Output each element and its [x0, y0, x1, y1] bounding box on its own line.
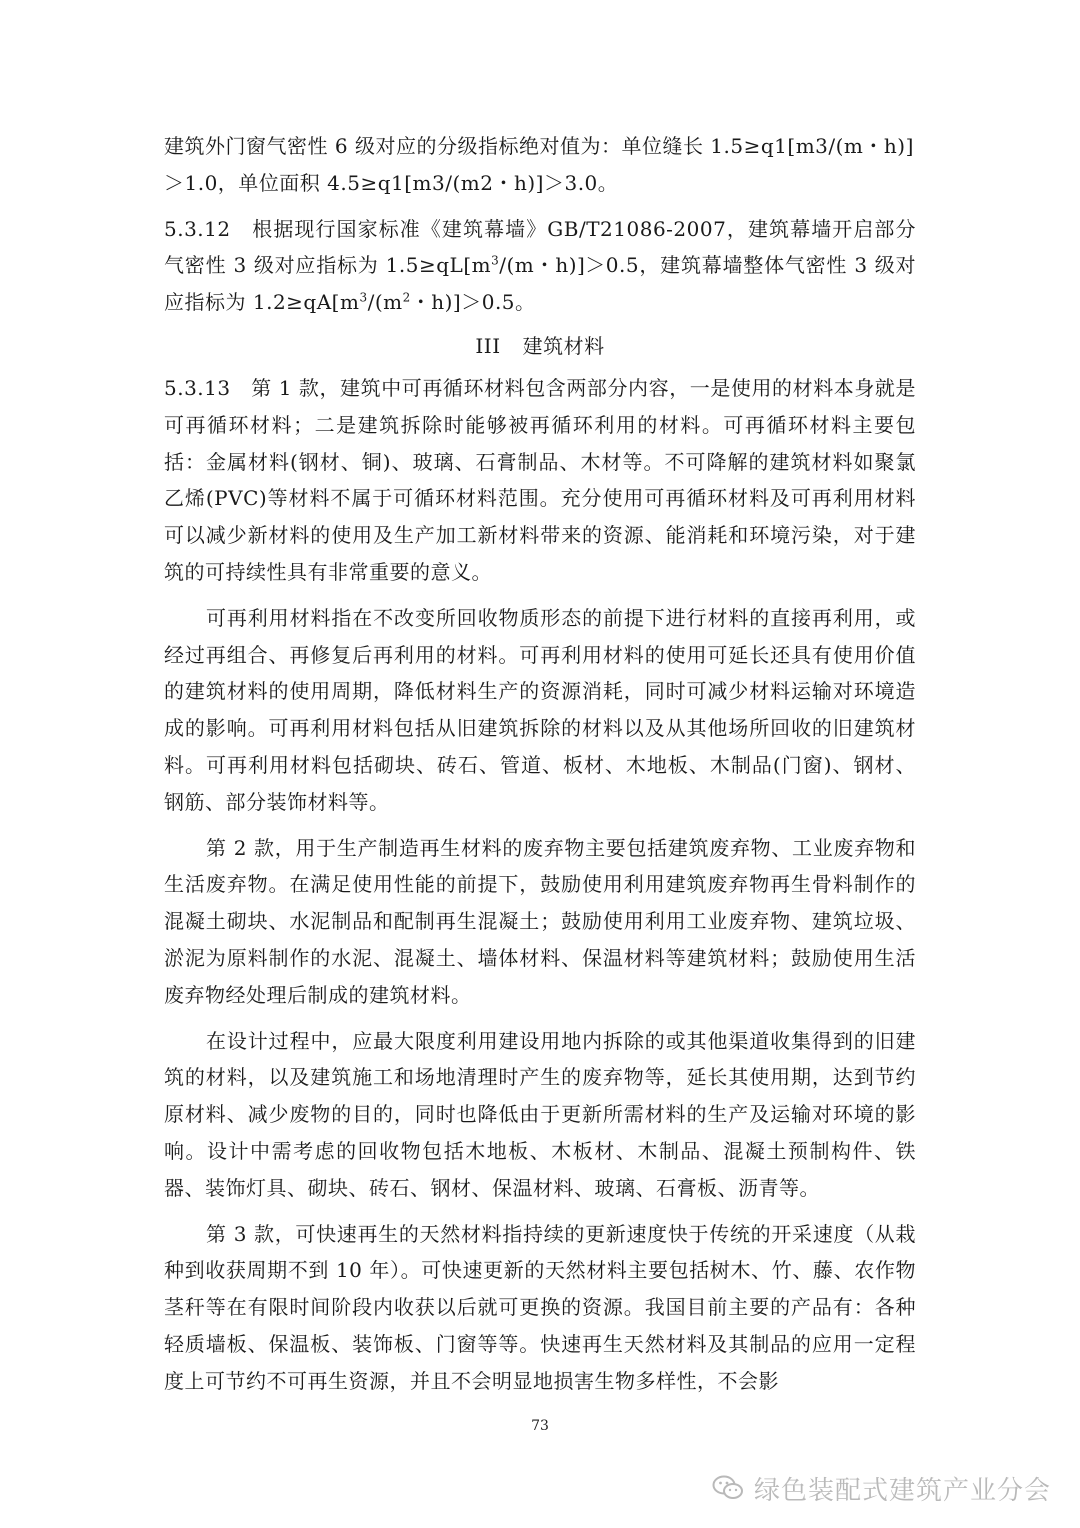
paragraph-window-airtightness: [164, 128, 916, 202]
line-2: ＞1.0，单位面积 4.5≥q1[m3/(m2・h)]＞3.0。: [164, 170, 619, 195]
paragraph-clause-2: 第 2 款，用于生产制造再生材料的废弃物主要包括建筑废弃物、工业废弃物和生活废弃物。在满足使用性能的前提下，鼓励使用利用建筑废弃物再生骨料制作的混凝土砌块、水泥制品和配制再生混凝土；鼓励使用利用工业废弃物、建筑垃圾、淤泥为原料制作的水泥、混凝土、墙体材料、保温材料等建筑材料；鼓励使用生活废弃物经处理后制成的建筑材料。: [164, 835, 916, 1007]
paragraph-5-3-12: 5.3.12 根据现行国家标准《建筑幕墙》GB/T21086-2007，建筑幕墙开启部分气密性 3 级对应指标为 $1.5\ge qL[m^3/(m$・h)]＞0.5，建筑幕墙整体气密性 3 级对应指标为 $1.2\ge qA[m^3/(m^2$・h)]＞0.5。: [164, 216, 916, 315]
paragraph-5-3-13: 5.3.13 第 1 款，建筑中可再循环材料包含两部分内容，一是使用的材料本身就是可再循环材料；二是建筑拆除时能够被再循环利用的材料。可再循环材料主要包括：金属材料(钢材、铜)、玻璃、石膏制品、木材等。不可降解的建筑材料如聚氯乙烯(PVC)等材料不属于可循环材料范围。充分使用可再循环材料及可再利用材料可以减少新材料的使用及生产加工新材料带来的资源、能消耗和环境污染，对于建筑的可持续性具有非常重要的意义。: [164, 376, 916, 584]
watermark-text: 绿色装配式建筑产业分会: [754, 1475, 1052, 1506]
section-number: III: [475, 334, 501, 358]
wechat-icon: [712, 1474, 744, 1502]
page-number: 73: [531, 1418, 549, 1434]
section-heading: [164, 328, 916, 364]
paragraph-design-process: 在设计过程中，应最大限度利用建设用地内拆除的或其他渠道收集得到的旧建筑的材料，以及建筑施工和场地清理时产生的废弃物等，延长其使用期，达到节约原材料、减少废物的目的，同时也降低由于更新所需材料的生产及运输对环境的影响。设计中需考虑的回收物包括木地板、木板材、木制品、混凝土预制构件、铁器、装饰灯具、砌块、砖石、钢材、保温材料、玻璃、石膏板、沥青等。: [164, 1028, 916, 1200]
paragraph-reusable-materials: 可再利用材料指在不改变所回收物质形态的前提下进行材料的直接再利用，或经过再组合、再修复后再利用的材料。可再利用材料的使用可延长还具有使用价值的建筑材料的使用周期，降低材料生产的资源消耗，同时可减少材料运输对环境造成的影响。可再利用材料包括从旧建筑拆除的材料以及从其他场所回收的旧建筑材料。可再利用材料包括砌块、砖石、管道、板材、木地板、木制品(门窗)、钢材、钢筋、部分装饰材料等。: [164, 605, 916, 814]
line-1: 建筑外门窗气密性 6 级对应的分级指标绝对值为：单位缝长 1.5≥q1[m3/(m・h)]: [164, 134, 914, 158]
body-text-top: [164, 128, 916, 321]
watermark: [712, 1468, 1051, 1508]
paragraph-clause-3: 第 3 款，可快速再生的天然材料指持续的更新速度快于传统的开采速度（从栽种到收获周期不到 10 年）。可快速更新的天然材料主要包括树木、竹、藤、农作物茎秆等在有限时间阶段内收获以后就可更换的资源。我国目前主要的产品有：各种轻质墙板、保温板、装饰板、门窗等等。快速再生天然材料及其制品的应用一定程度上可节约不可再生资源，并且不会明显地损害生物多样性，不会影: [164, 1221, 916, 1393]
section-title: 建筑材料: [522, 334, 605, 358]
body-text-main: [164, 370, 916, 1400]
